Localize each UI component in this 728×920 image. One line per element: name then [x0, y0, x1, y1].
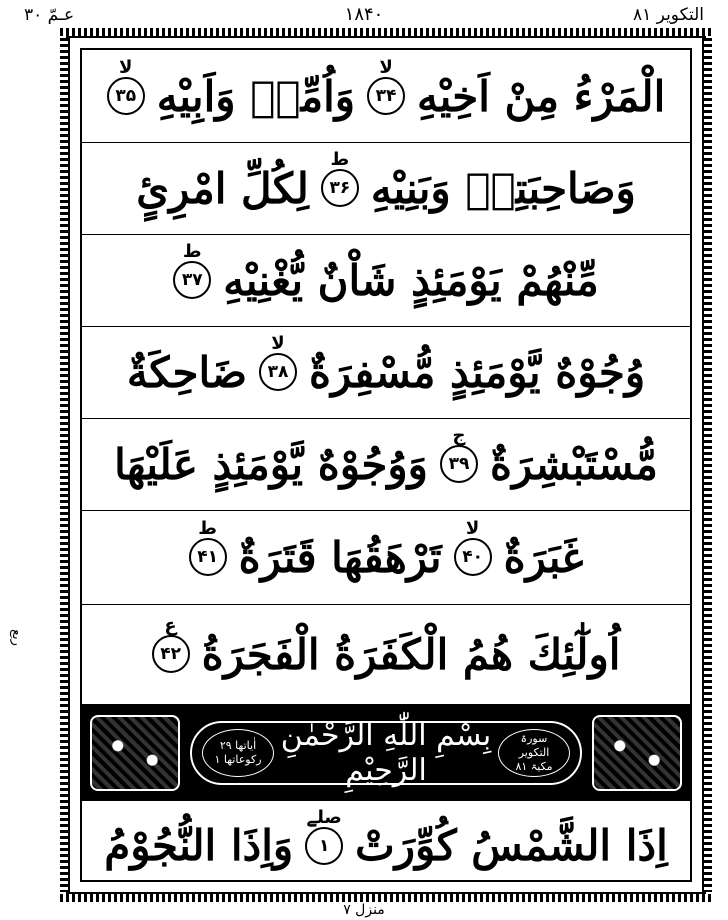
ornament-border-right — [704, 38, 712, 892]
ornament-right-icon — [592, 715, 682, 791]
surah-origin: مکیۃ ۸۱ — [515, 760, 553, 773]
waqf-mark: ط — [198, 518, 217, 539]
verse-line-5 — [82, 418, 690, 511]
verse-line-7 — [82, 604, 690, 705]
waqf-mark: لا — [119, 57, 133, 78]
ayah-number: ۳۴ — [375, 86, 397, 106]
verse-line-2 — [82, 142, 690, 235]
verse-text: مُّسْتَبْشِرَةٌ — [489, 439, 658, 489]
bismillah-text: بِسْمِ اللّٰهِ الرَّحْمٰنِ الرَّحِيْمِ — [280, 718, 492, 788]
verse-text: وَوُجُوْهٌ يَّوْمَئِذٍ عَلَيْهَا — [114, 439, 428, 489]
ornament-border-left — [60, 38, 68, 892]
bismillah-cartouche — [190, 718, 582, 788]
waqf-mark: ع — [164, 615, 177, 636]
ayah-number-marker — [152, 615, 190, 673]
ayah-number-marker — [305, 806, 343, 865]
surah-header-label: التکویر ۸۱ — [633, 5, 704, 25]
ayah-number-marker — [107, 57, 145, 115]
verse-text: اِذَا الشَّمْسُ كُوِّرَتْ — [355, 821, 668, 870]
page-frame — [66, 34, 706, 896]
verse-line-8 — [82, 801, 690, 890]
verse-line-1 — [82, 50, 690, 143]
verse-text: تَرْهَقُهَا قَتَرَةٌ — [238, 532, 442, 582]
ayah-number-marker — [440, 425, 478, 483]
surah-word: سورۃ — [520, 732, 548, 745]
ornament-border-top — [60, 28, 712, 36]
waqf-mark: ج — [452, 425, 466, 446]
ayah-number-marker — [259, 333, 297, 391]
surah-name-cartouche — [498, 729, 570, 777]
waqf-mark: لا — [465, 518, 480, 539]
surah-stats-cartouche — [202, 729, 274, 777]
ayah-number: ۳۶ — [329, 178, 351, 198]
ayah-number: ۳۹ — [448, 454, 470, 474]
ayah-number-marker — [321, 149, 359, 207]
verse-text: الْمَرْءُ مِنْ اَخِيْهِ — [417, 71, 666, 121]
waqf-mark: ط — [330, 149, 350, 170]
waqf-mark: لا — [379, 57, 393, 78]
ayah-number-marker — [189, 518, 227, 576]
verse-text: وَاِذَا النُّجُوْمُ — [104, 821, 294, 870]
surah-heading-banner — [80, 705, 692, 801]
ayah-number-marker — [454, 518, 492, 576]
verse-text: ضَاحِكَةٌ — [126, 347, 247, 397]
ayah-number-marker — [367, 57, 405, 115]
verse-text: لِكُلِّ امْرِئٍ — [136, 163, 309, 213]
text-area — [80, 48, 692, 882]
verse-line-6 — [82, 510, 690, 605]
verse-text: اُولٰٓئِكَ هُمُ الْكَفَرَةُ الْفَجَرَةُ — [201, 629, 621, 679]
ayah-number-marker — [173, 241, 211, 299]
verse-text: وَصَاحِبَتِهٖ وَبَنِيْهِ — [370, 163, 636, 213]
ayah-number: ۳۵ — [115, 86, 137, 106]
side-note: ربع — [8, 629, 24, 646]
ayah-number: ۴۲ — [160, 644, 181, 664]
juz-label: عـمّ ۳۰ — [24, 5, 75, 25]
verse-line-4 — [82, 326, 690, 419]
verse-text: غَبَرَةٌ — [503, 532, 584, 582]
waqf-mark: ط — [182, 241, 202, 262]
ornament-left-icon — [90, 715, 180, 791]
waqf-mark: صلے — [306, 806, 342, 828]
page-number: ۱۸۴۰ — [344, 4, 384, 25]
ayah-number: ۴۱ — [197, 547, 218, 567]
verse-line-3 — [82, 234, 690, 327]
ayah-count: اٰیاتها ۲۹ — [219, 739, 257, 752]
waqf-mark: لا — [271, 333, 285, 354]
verse-text: وُجُوْهٌ يَّوْمَئِذٍ مُّسْفِرَةٌ — [308, 347, 646, 397]
ayah-number: ۳۷ — [181, 270, 203, 290]
ayah-number: ۴۰ — [462, 547, 483, 567]
surah-name: التکویر — [518, 746, 550, 759]
manzil-footer: منزل ۷ — [343, 902, 385, 918]
ruku-count: رکوعاتها ۱ — [214, 753, 262, 766]
verse-text: وَاُمِّهٖ وَاَبِيْهِ — [156, 71, 356, 121]
ayah-number: ۳۸ — [267, 362, 289, 382]
ayah-number: ۱ — [318, 835, 330, 856]
ornament-border-bottom — [60, 894, 712, 902]
verse-text: مِّنْهُمْ يَوْمَئِذٍ شَاْنٌ يُّغْنِيْهِ — [223, 255, 599, 305]
